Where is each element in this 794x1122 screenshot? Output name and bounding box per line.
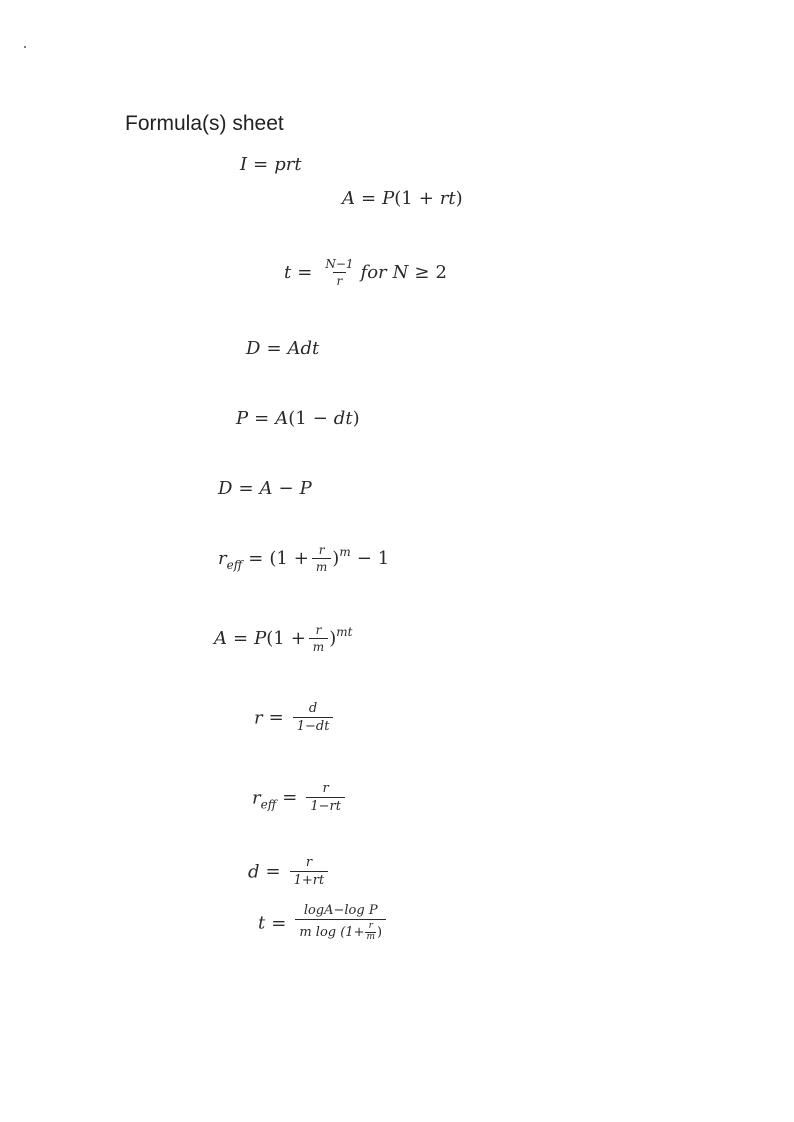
discount-time-term: dt — [333, 408, 353, 429]
open-paren: ( — [288, 408, 296, 429]
fraction-numerator: r — [322, 781, 329, 796]
fraction-numerator: N−1 — [325, 257, 354, 271]
equals-sign: = — [238, 478, 254, 499]
denominator-prefix: m log (1+ — [299, 925, 365, 941]
amount-symbol: A — [275, 408, 289, 429]
nested-fraction-numerator: r — [368, 921, 373, 932]
fraction-denominator: 1+rt — [290, 871, 329, 888]
fraction-denominator: 1−dt — [293, 717, 334, 734]
geq-sign: ≥ — [414, 262, 430, 284]
condition-value: 2 — [435, 262, 447, 284]
fraction-numerator: logA−log P — [303, 903, 378, 918]
formula-simple-amount — [342, 190, 463, 208]
fraction-denominator: m — [309, 638, 328, 654]
principal-symbol: P — [382, 188, 395, 209]
page-title: Formula(s) sheet — [125, 112, 284, 135]
fraction-numerator: d — [308, 701, 318, 716]
one-digit: 1 — [276, 548, 288, 570]
formula-lhs: d — [248, 861, 260, 883]
equals-sign: = — [266, 338, 282, 359]
formula-rhs: Adt — [287, 338, 320, 359]
formula-lhs: A — [342, 188, 355, 209]
fraction — [321, 258, 357, 288]
fraction-denominator — [295, 919, 386, 943]
formula-compound-amount — [214, 624, 352, 654]
amount-symbol: A — [259, 478, 273, 499]
formula-lhs: r — [254, 707, 263, 729]
formula-lhs-subscript: eff — [260, 797, 277, 812]
close-paren: ) — [332, 548, 340, 570]
formula-discount — [246, 340, 319, 358]
fraction-denominator: r — [333, 272, 347, 288]
equals-sign: = — [268, 707, 284, 729]
equals-sign: = — [361, 188, 377, 209]
equals-sign: = — [254, 408, 270, 429]
formula-lhs: I — [240, 154, 248, 175]
plus-sign: + — [293, 548, 309, 570]
fraction — [295, 904, 386, 943]
formula-lhs-subscript: eff — [226, 558, 243, 573]
exponent: mt — [336, 625, 353, 640]
formula-discount-from-rate — [248, 856, 331, 889]
equals-sign: = — [253, 154, 269, 175]
formula-effective-simple-rate — [252, 782, 348, 815]
nested-fraction — [365, 922, 376, 943]
denominator-suffix: ) — [377, 925, 383, 941]
scan-speck — [24, 46, 26, 48]
fraction-denominator: 1−rt — [306, 797, 345, 814]
formula-lhs: D — [246, 338, 261, 359]
fraction — [312, 544, 331, 574]
equals-sign: = — [282, 787, 298, 809]
fraction-denominator: m — [312, 558, 331, 574]
equals-sign: = — [271, 912, 287, 934]
open-paren: ( — [269, 548, 277, 570]
rate-time-term: rt — [439, 188, 456, 209]
plus-sign: + — [290, 628, 306, 650]
plus-sign: + — [418, 188, 434, 209]
equals-sign: = — [265, 861, 281, 883]
formula-time-periods — [284, 258, 447, 288]
formula-proceeds — [236, 410, 360, 428]
condition-variable: N — [392, 262, 409, 284]
formula-lhs: t — [284, 262, 292, 284]
close-paren: ) — [352, 408, 360, 429]
formula-lhs: P — [236, 408, 249, 429]
fraction — [290, 856, 329, 889]
fraction-numerator: r — [318, 543, 325, 557]
nested-fraction-denominator: m — [366, 932, 376, 943]
formula-rhs: prt — [274, 154, 302, 175]
formula-lhs: D — [218, 478, 233, 499]
fraction-numerator: r — [305, 855, 313, 870]
one-digit: 1 — [295, 408, 307, 429]
equals-sign: = — [297, 262, 313, 284]
close-paren: ) — [329, 628, 337, 650]
formula-lhs: r — [218, 548, 227, 570]
principal-symbol: P — [254, 628, 267, 650]
minus-sign: − — [356, 548, 372, 570]
one-digit: 1 — [377, 548, 390, 570]
formula-lhs: A — [214, 628, 227, 650]
one-digit: 1 — [401, 188, 413, 209]
exponent: m — [339, 545, 351, 560]
equals-sign: = — [248, 548, 264, 570]
condition-word: for — [360, 262, 387, 284]
equals-sign: = — [233, 628, 249, 650]
fraction — [309, 624, 328, 654]
formula-time-from-logs — [258, 904, 389, 943]
open-paren: ( — [266, 628, 274, 650]
formula-effective-rate — [218, 544, 389, 574]
open-paren: ( — [394, 188, 402, 209]
minus-sign: − — [312, 408, 328, 429]
formula-rate-from-discount — [254, 702, 336, 735]
fraction-numerator: r — [315, 623, 322, 637]
principal-symbol: P — [299, 478, 312, 499]
close-paren: ) — [455, 188, 463, 209]
formula-discount-difference — [218, 480, 312, 498]
fraction — [306, 782, 345, 815]
minus-sign: − — [278, 478, 294, 499]
one-digit: 1 — [273, 628, 285, 650]
formula-simple-interest — [240, 156, 302, 174]
fraction — [293, 702, 334, 735]
formula-lhs: r — [252, 787, 261, 809]
formula-lhs: t — [258, 912, 266, 934]
